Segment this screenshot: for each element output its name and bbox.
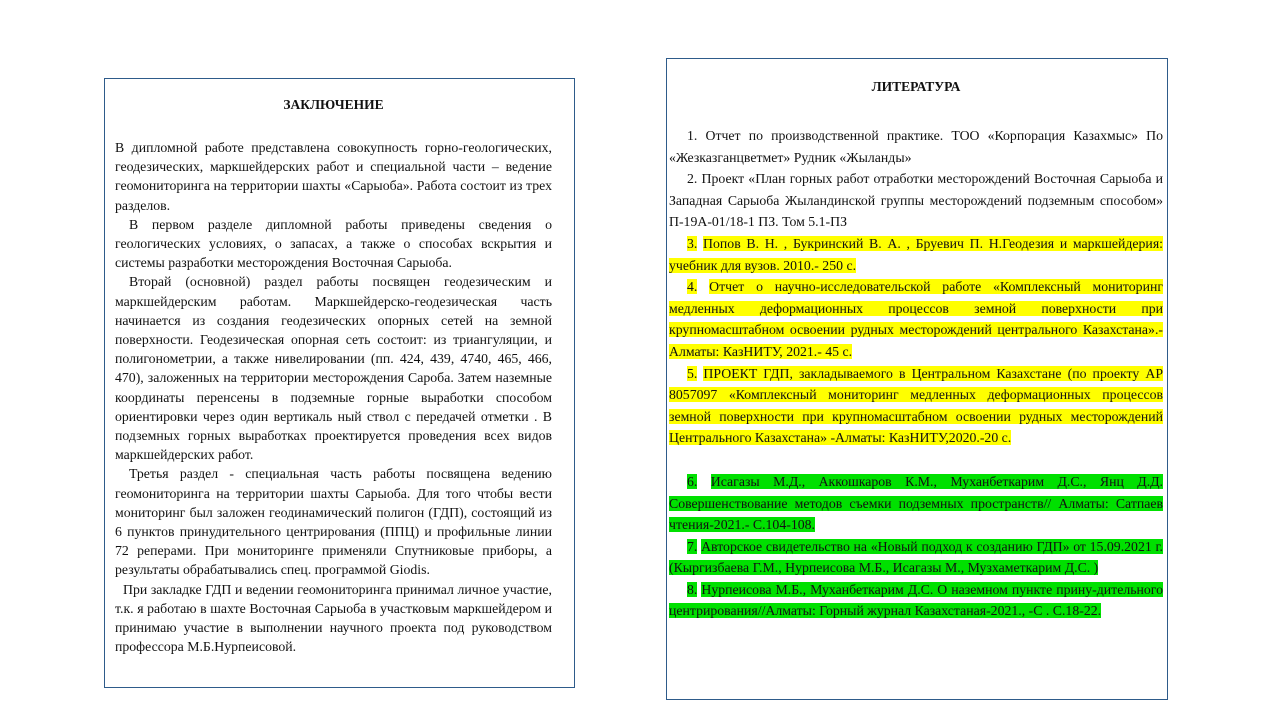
conclusion-paragraph-2: В первом разделе дипломной работы приведены сведения о геологических условиях, о запасах, а также о способах вскрытия и системы разработки месторождения Восточная Сарыоба. bbox=[115, 216, 552, 271]
reference-number: 3. bbox=[687, 235, 698, 251]
reference-item bbox=[669, 471, 1163, 536]
conclusion-paragraph-5: При закладке ГДП и ведении геомониторинга принимал личное участие, т.к. я работаю в шахте Восточная Сарыоба в участковым маркшейдером и принимаю участие в выполнении научного проекта под руководством профессора М.Б.Нурпеисовой. bbox=[115, 581, 552, 655]
reference-item bbox=[669, 363, 1163, 449]
reference-text: Нурпеисова М.Б., Муханбеткарим Д.С. О наземном пункте прину-дительного центрирования//Алматы: Горный журнал Казахстаная-2021., -С . С.18-22. bbox=[669, 581, 1163, 619]
reference-number: 5. bbox=[687, 365, 698, 381]
conclusion-paragraph-3: Вторай (основной) раздел работы посвящен геодезическим и маркшейдерским работам. Маркшейдерско-геодезическая часть начинается из создания геодезических опорных сетей на земной поверхности. Геодезическая опорная сеть состоит: из триангуляции, и полигонометрии, а также нивелировании (пп. 424, 439, 4740, 465, 466, 470), заложенных на территории месторождения Сароба. Затем наземные координаты перенсены в подземные горные выработки способом ориентировки через один вертикаль ный ствол с передачей отметки . В подземных горных выработках проектируется проведения всех видов маркшейдерских работ. bbox=[115, 274, 552, 463]
reference-text: Проект «План горных работ отработки месторождений Восточная Сарыоба и Западная Сарыоба Жыландинской группы месторождений подземным способом» П-19А-01/18-1 ПЗ. Том 5.1-ПЗ bbox=[669, 171, 1163, 230]
reference-text: Отчет по производственной практике. ТОО «Корпорация Казахмыс» По «Жезказганцветмет» Рудник «Жыланды» bbox=[669, 128, 1163, 165]
reference-number: 4. bbox=[687, 279, 698, 295]
reference-text: Попов В. Н. , Букринский В. А. , Бруевич П. Н.Геодезия и маркшейдерия: учебник для вузов. 2010.- 250 с. bbox=[669, 235, 1163, 273]
conclusion-paragraph-4: Третья раздел - специальная часть работы посвящена ведению геомониторинга на территории шахты Сарыоба. Для того чтобы вести мониторинг был заложен геодинамический полигон (ГДП), состоящий из 6 пунктов принудительного центрирования (ППЦ) и профильные линии 72 реперами. При мониторинге применяли Спутниковые приборы, а результаты обрабатывались спец. программой Giodis. bbox=[115, 466, 552, 578]
reference-item bbox=[669, 233, 1163, 276]
reference-number: 7. bbox=[687, 538, 698, 554]
reference-item bbox=[669, 579, 1163, 622]
reference-item bbox=[669, 276, 1163, 362]
reference-number: 6. bbox=[687, 473, 698, 489]
reference-number: 8. bbox=[687, 581, 698, 597]
reference-text: Авторское свидетельство на «Новый подход к созданию ГДП» от 15.09.2021 г. (Кыргизбаева Г.М., Нурпеисова М.Б., Исагазы М., Музхаметкарим Д.С. ) bbox=[669, 538, 1164, 576]
conclusion-title: ЗАКЛЮЧЕНИЕ bbox=[283, 97, 384, 112]
reference-text: Исагазы М.Д., Аккошкаров К.М., Муханбеткарим Д.С., Янц Д.Д. Совершенствование методов съемки подземных пространств// Алматы: Сатпаев чтения-2021.- С.104-108. bbox=[669, 473, 1163, 533]
reference-number: 1. bbox=[687, 128, 698, 143]
reference-text: ПРОЕКТ ГДП, закладываемого в Центральном Казахстане (по проекту АР 8057097 «Комплексный мониторинг медленных деформационных процессов земной поверхности при крупномасштабном освоении рудных месторождений Центрального Казахстана» -Алматы: КазНИТУ,2020.-20 с. bbox=[669, 365, 1163, 446]
spacer bbox=[669, 449, 1163, 471]
reference-number: 2. bbox=[687, 171, 698, 187]
literature-title: ЛИТЕРАТУРА bbox=[871, 79, 961, 94]
reference-item bbox=[669, 536, 1163, 579]
literature-page bbox=[666, 58, 1168, 700]
reference-item bbox=[669, 125, 1163, 168]
conclusion-page bbox=[104, 78, 575, 688]
conclusion-paragraph-1: В дипломной работе представлена совокупность горно-геологических, геодезических, маркшейдерских работ и специальной части – ведение геомониторинга на территории шахты «Сарыоба». Работа состоит из трех разделов. bbox=[115, 140, 552, 213]
reference-item bbox=[669, 168, 1163, 233]
reference-text: Отчет о научно-исследовательской работе «Комплексный мониторинг медленных деформационных процессов земной поверхности при крупномасштабном освоении рудных месторождений центрального Казахстана».-Алматы: КазНИТУ, 2021.- 45 с. bbox=[669, 279, 1163, 359]
